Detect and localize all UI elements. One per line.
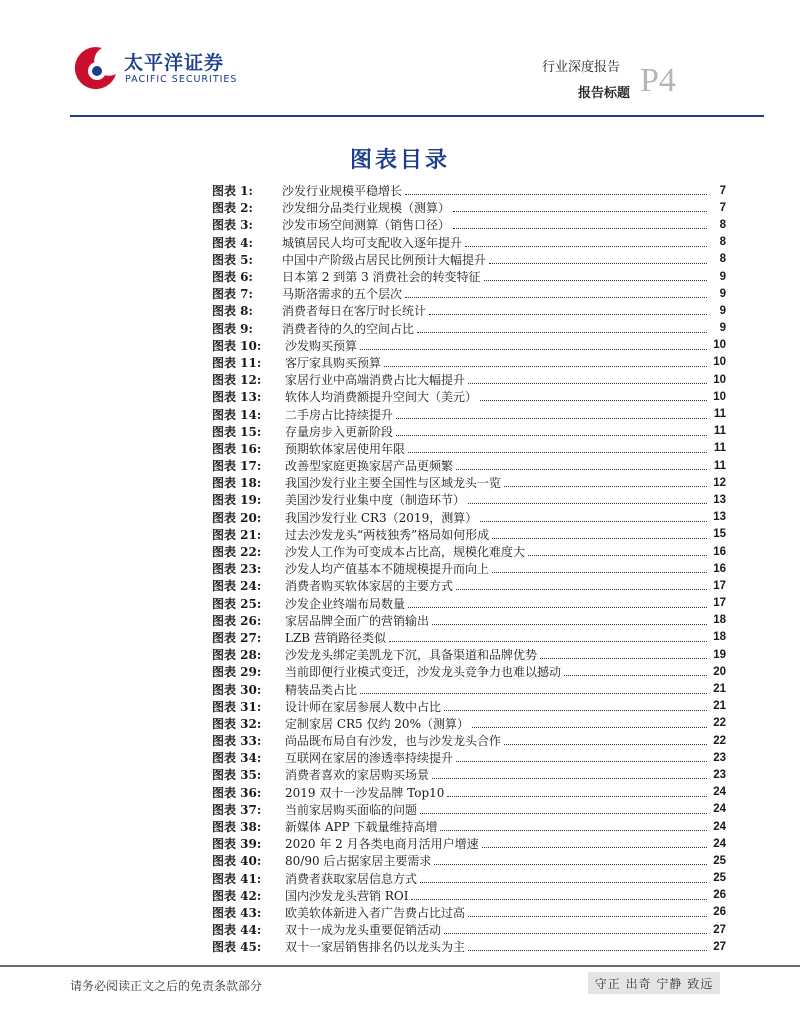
toc-dot-leader xyxy=(528,555,707,556)
toc-entry[interactable] xyxy=(212,784,726,801)
toc-entry-page: 8 xyxy=(719,253,726,266)
toc-entry-title: 沙发行业规模平稳增长 xyxy=(282,184,403,199)
toc-entry-label: 图表 29: xyxy=(212,665,262,680)
toc-entry-label: 图表 36: xyxy=(212,785,262,800)
toc-entry-page: 16 xyxy=(713,562,726,575)
toc-entry[interactable] xyxy=(212,423,726,440)
toc-entry-title: 存量房步入更新阶段 xyxy=(285,424,394,439)
toc-entry-page: 8 xyxy=(719,218,726,231)
toc-entry-page: 7 xyxy=(719,201,726,214)
toc-dot-leader xyxy=(468,950,707,951)
toc-entry-label: 图表 23: xyxy=(212,562,262,577)
toc-entry-label: 图表 14: xyxy=(212,407,262,422)
toc-entry-page: 9 xyxy=(719,304,726,317)
toc-entry-page: 9 xyxy=(719,287,726,300)
toc-entry-label: 图表 9: xyxy=(212,321,253,336)
toc-entry-label: 图表 45: xyxy=(212,940,262,955)
toc-entry-page: 15 xyxy=(713,528,726,541)
toc-entry-title: 过去沙发龙头“两枝独秀”格局如何形成 xyxy=(285,527,490,542)
toc-dot-leader xyxy=(396,418,707,419)
toc-entry[interactable] xyxy=(212,577,726,594)
toc-entry-title: 改善型家庭更换家居产品更频繁 xyxy=(285,459,454,474)
toc-dot-leader xyxy=(444,710,707,711)
toc-entry[interactable] xyxy=(212,595,726,612)
toc-entry-title: 预期软体家居使用年限 xyxy=(285,441,406,456)
toc-entry[interactable] xyxy=(212,818,726,835)
toc-entry-label: 图表 24: xyxy=(212,579,262,594)
toc-entry-title: 我国沙发行业 CR3（2019，测算） xyxy=(285,510,478,525)
toc-dot-leader xyxy=(405,297,707,298)
toc-dot-leader xyxy=(444,933,707,934)
toc-dot-leader xyxy=(564,675,707,676)
toc-entry-page: 24 xyxy=(713,837,726,850)
toc-entry-page: 25 xyxy=(713,872,726,885)
toc-entry-page: 17 xyxy=(713,597,726,610)
toc-entry-title: 消费者喜欢的家居购买场景 xyxy=(285,768,430,783)
toc-entry-page: 21 xyxy=(713,700,726,713)
disclaimer-text: 请务必阅读正文之后的免责条款部分 xyxy=(70,979,263,993)
toc-entry-label: 图表 21: xyxy=(212,527,262,542)
toc-dot-leader xyxy=(417,332,707,333)
toc-entry-page: 11 xyxy=(713,459,726,472)
toc-entry-page: 23 xyxy=(713,751,726,764)
toc-entry-page: 25 xyxy=(713,854,726,867)
toc-entry[interactable] xyxy=(212,646,726,663)
toc-dot-leader xyxy=(472,727,707,728)
toc-entry-label: 图表 3: xyxy=(212,218,253,233)
toc-entry[interactable] xyxy=(212,938,726,955)
toc-entry[interactable] xyxy=(212,216,726,233)
toc-entry[interactable] xyxy=(212,354,726,371)
toc-entry-title: 沙发购买预算 xyxy=(285,338,358,353)
toc-entry-label: 图表 32: xyxy=(212,716,262,731)
toc-entry-page: 16 xyxy=(713,545,726,558)
toc-entry-page: 9 xyxy=(719,322,726,335)
figure-toc-list xyxy=(212,182,726,955)
toc-dot-leader xyxy=(504,486,707,487)
toc-entry-page: 26 xyxy=(713,906,726,919)
toc-dot-leader xyxy=(492,538,707,539)
toc-entry-page: 12 xyxy=(713,476,726,489)
toc-entry-title: 美国沙发行业集中度（制造环节） xyxy=(285,493,466,508)
toc-entry[interactable] xyxy=(212,560,726,577)
brand-name-en: PACIFIC SECURITIES xyxy=(125,74,238,85)
toc-dot-leader xyxy=(468,383,707,384)
toc-entry-page: 11 xyxy=(713,425,726,438)
toc-entry-title: 80/90 后占据家居主要需求 xyxy=(285,854,432,869)
toc-entry-label: 图表 28: xyxy=(212,648,262,663)
toc-entry-title: 沙发细分品类行业规模（测算） xyxy=(282,201,451,216)
toc-dot-leader xyxy=(484,280,707,281)
toc-entry[interactable] xyxy=(212,904,726,921)
toc-entry-title: 国内沙发龙头营销 ROI xyxy=(285,888,409,903)
toc-entry-page: 26 xyxy=(713,889,726,902)
toc-entry-label: 图表 27: xyxy=(212,630,262,645)
toc-entry-label: 图表 13: xyxy=(212,390,262,405)
toc-dot-leader xyxy=(456,589,707,590)
toc-entry-title: 我国沙发行业主要全国性与区域龙头一览 xyxy=(285,476,502,491)
toc-entry-title: 欧美软体新进入者广告费占比过高 xyxy=(285,905,466,920)
toc-entry-page: 7 xyxy=(719,184,726,197)
toc-entry-title: 双十一成为龙头重要促销活动 xyxy=(285,923,442,938)
toc-entry-page: 13 xyxy=(713,511,726,524)
toc-dot-leader xyxy=(540,658,707,659)
toc-entry[interactable] xyxy=(212,887,726,904)
toc-entry-title: 客厅家具购买预算 xyxy=(285,355,382,370)
toc-dot-leader xyxy=(420,813,707,814)
toc-entry-label: 图表 2: xyxy=(212,201,253,216)
toc-entry-label: 图表 35: xyxy=(212,768,262,783)
toc-dot-leader xyxy=(420,882,707,883)
toc-entry-page: 24 xyxy=(713,820,726,833)
report-title: 报告标题 xyxy=(577,86,630,101)
toc-entry-title: 沙发企业终端布局数量 xyxy=(285,596,406,611)
toc-dot-leader xyxy=(432,778,707,779)
toc-dot-leader xyxy=(432,624,707,625)
toc-dot-leader xyxy=(411,899,707,900)
toc-entry-label: 图表 30: xyxy=(212,682,262,697)
toc-entry[interactable] xyxy=(212,801,726,818)
toc-entry-page: 10 xyxy=(713,390,726,403)
toc-title: 图表目录 xyxy=(349,147,450,173)
toc-entry-label: 图表 1: xyxy=(212,184,253,199)
toc-entry-label: 图表 38: xyxy=(212,820,262,835)
toc-dot-leader xyxy=(408,607,707,608)
toc-entry[interactable] xyxy=(212,835,726,852)
toc-entry-label: 图表 5: xyxy=(212,252,253,267)
toc-entry-label: 图表 18: xyxy=(212,476,262,491)
toc-entry-title: 新媒体 APP 下载量维持高增 xyxy=(285,820,438,835)
toc-entry-title: 二手房占比持续提升 xyxy=(285,407,394,422)
toc-dot-leader xyxy=(480,400,707,401)
toc-dot-leader xyxy=(453,211,707,212)
toc-entry-label: 图表 41: xyxy=(212,871,262,886)
toc-entry-title: 沙发人均产值基本不随规模提升而向上 xyxy=(285,562,490,577)
toc-entry[interactable] xyxy=(212,612,726,629)
toc-entry-title: 沙发人工作为可变成本占比高，规模化难度大 xyxy=(285,545,526,560)
toc-entry[interactable] xyxy=(212,870,726,887)
toc-dot-leader xyxy=(389,641,707,642)
toc-dot-leader xyxy=(482,847,707,848)
toc-entry-label: 图表 25: xyxy=(212,596,262,611)
toc-entry-label: 图表 33: xyxy=(212,734,262,749)
report-type: 行业深度报告 xyxy=(541,60,620,75)
pacific-logo-icon xyxy=(72,44,120,94)
toc-dot-leader xyxy=(456,469,707,470)
toc-entry-title: 消费者获取家居信息方式 xyxy=(285,871,418,886)
toc-entry-page: 27 xyxy=(713,923,726,936)
toc-entry[interactable] xyxy=(212,852,726,869)
toc-entry[interactable] xyxy=(212,234,726,251)
page-header xyxy=(0,0,800,120)
toc-entry-title: 沙发龙头绑定美凯龙下沉，具备渠道和品牌优势 xyxy=(285,648,538,663)
toc-entry-page: 18 xyxy=(713,614,726,627)
toc-entry[interactable] xyxy=(212,543,726,560)
toc-entry-title: 家居行业中高端消费占比大幅提升 xyxy=(285,373,466,388)
toc-entry[interactable] xyxy=(212,457,726,474)
toc-dot-leader xyxy=(434,864,707,865)
toc-entry-page: 27 xyxy=(713,940,726,953)
toc-entry-title: 沙发市场空间测算（销售口径） xyxy=(282,218,451,233)
toc-entry-label: 图表 7: xyxy=(212,287,253,302)
toc-dot-leader xyxy=(492,572,707,573)
toc-dot-leader xyxy=(396,435,707,436)
toc-entry-label: 图表 31: xyxy=(212,699,262,714)
toc-entry[interactable] xyxy=(212,371,726,388)
toc-entry-page: 10 xyxy=(713,339,726,352)
toc-entry[interactable] xyxy=(212,251,726,268)
toc-entry-page: 19 xyxy=(713,648,726,661)
toc-entry-label: 图表 39: xyxy=(212,837,262,852)
toc-entry-page: 24 xyxy=(713,803,726,816)
toc-entry[interactable] xyxy=(212,663,726,680)
toc-entry[interactable] xyxy=(212,680,726,697)
toc-entry-page: 22 xyxy=(713,734,726,747)
toc-entry[interactable] xyxy=(212,388,726,405)
toc-entry[interactable] xyxy=(212,285,726,302)
toc-entry-label: 图表 20: xyxy=(212,510,262,525)
toc-entry[interactable] xyxy=(212,302,726,319)
toc-entry-title: 当前即便行业模式变迁，沙发龙头竞争力也难以撼动 xyxy=(285,665,562,680)
toc-entry-label: 图表 4: xyxy=(212,235,253,250)
toc-entry-title: 消费者每日在客厅时长统计 xyxy=(282,304,427,319)
toc-entry[interactable] xyxy=(212,440,726,457)
toc-dot-leader xyxy=(504,744,707,745)
toc-entry-label: 图表 15: xyxy=(212,424,262,439)
footer-divider xyxy=(0,965,800,967)
toc-entry-title: 定制家居 CR5 仅约 20%（测算） xyxy=(285,716,469,731)
toc-entry-title: 设计师在家居参展人数中占比 xyxy=(285,699,442,714)
toc-entry-title: 当前家居购买面临的问题 xyxy=(285,802,418,817)
toc-entry-title: LZB 营销路径类似 xyxy=(285,630,386,645)
toc-entry-title: 马斯洛需求的五个层次 xyxy=(282,287,403,302)
toc-entry-page: 11 xyxy=(713,442,726,455)
toc-entry-page: 8 xyxy=(719,236,726,249)
toc-entry[interactable] xyxy=(212,474,726,491)
toc-dot-leader xyxy=(453,228,707,229)
toc-dot-leader xyxy=(447,796,707,797)
toc-entry-label: 图表 19: xyxy=(212,493,262,508)
toc-entry-title: 2019 双十一沙发品牌 Top10 xyxy=(285,785,445,800)
toc-entry-label: 图表 34: xyxy=(212,751,262,766)
toc-entry[interactable] xyxy=(212,509,726,526)
toc-entry-label: 图表 37: xyxy=(212,802,262,817)
toc-entry[interactable] xyxy=(212,766,726,783)
toc-dot-leader xyxy=(465,246,707,247)
toc-entry[interactable] xyxy=(212,921,726,938)
toc-entry[interactable] xyxy=(212,337,726,354)
toc-entry[interactable] xyxy=(212,199,726,216)
toc-entry-page: 11 xyxy=(713,408,726,421)
toc-entry[interactable] xyxy=(212,405,726,422)
toc-entry-title: 城镇居民人均可支配收入逐年提升 xyxy=(282,235,463,250)
toc-entry-label: 图表 17: xyxy=(212,459,262,474)
toc-entry-label: 图表 40: xyxy=(212,854,262,869)
toc-entry-label: 图表 10: xyxy=(212,338,262,353)
toc-entry-title: 精装品类占比 xyxy=(285,682,358,697)
toc-entry-label: 图表 8: xyxy=(212,304,253,319)
toc-entry[interactable] xyxy=(212,732,726,749)
toc-entry-page: 24 xyxy=(713,786,726,799)
toc-entry[interactable] xyxy=(212,698,726,715)
toc-entry-page: 17 xyxy=(713,579,726,592)
brand-name-cn: 太平洋证券 xyxy=(124,52,225,74)
toc-entry-label: 图表 42: xyxy=(212,888,262,903)
toc-entry-title: 2020 年 2 月各类电商月活用户增速 xyxy=(285,837,479,852)
toc-dot-leader xyxy=(408,452,707,453)
toc-entry-page: 18 xyxy=(713,631,726,644)
toc-entry[interactable] xyxy=(212,749,726,766)
toc-entry-title: 家居品牌全面广的营销输出 xyxy=(285,613,430,628)
toc-entry-page: 13 xyxy=(713,493,726,506)
toc-entry[interactable] xyxy=(212,268,726,285)
toc-entry-label: 图表 43: xyxy=(212,905,262,920)
toc-entry-page: 10 xyxy=(713,356,726,369)
toc-entry-label: 图表 44: xyxy=(212,923,262,938)
toc-entry-title: 互联网在家居的渗透率持续提升 xyxy=(285,751,454,766)
toc-entry-page: 20 xyxy=(713,665,726,678)
toc-dot-leader xyxy=(456,761,707,762)
toc-entry-page: 10 xyxy=(713,373,726,386)
toc-dot-leader xyxy=(360,693,707,694)
toc-entry-label: 图表 6: xyxy=(212,270,253,285)
toc-entry-title: 尚品既布局自有沙发，也与沙发龙头合作 xyxy=(285,734,502,749)
toc-entry-label: 图表 16: xyxy=(212,441,262,456)
toc-entry-label: 图表 26: xyxy=(212,613,262,628)
toc-entry-label: 图表 22: xyxy=(212,545,262,560)
toc-dot-leader xyxy=(405,194,707,195)
toc-entry-page: 9 xyxy=(719,270,726,283)
toc-entry-title: 消费者购买软体家居的主要方式 xyxy=(285,579,454,594)
toc-entry[interactable] xyxy=(212,491,726,508)
toc-dot-leader xyxy=(429,314,707,315)
toc-dot-leader xyxy=(480,521,707,522)
toc-dot-leader xyxy=(489,263,707,264)
toc-entry-page: 21 xyxy=(713,683,726,696)
toc-dot-leader xyxy=(384,366,707,367)
toc-entry[interactable] xyxy=(212,182,726,199)
toc-entry-title: 日本第 2 到第 3 消费社会的转变特征 xyxy=(282,270,481,285)
toc-dot-leader xyxy=(360,349,707,350)
company-motto: 守正 出奇 宁静 致远 xyxy=(588,972,720,994)
toc-entry-title: 双十一家居销售排名仍以龙头为主 xyxy=(285,940,466,955)
toc-entry[interactable] xyxy=(212,320,726,337)
toc-dot-leader xyxy=(468,503,707,504)
toc-entry-label: 图表 12: xyxy=(212,373,262,388)
toc-entry[interactable] xyxy=(212,629,726,646)
toc-entry-page: 23 xyxy=(713,768,726,781)
header-divider xyxy=(70,115,764,117)
page-number: P4 xyxy=(640,62,676,99)
toc-entry-title: 消费者待的久的空间占比 xyxy=(282,321,415,336)
toc-dot-leader xyxy=(440,830,707,831)
toc-entry-title: 软体人均消费额提升空间大（美元） xyxy=(285,390,478,405)
toc-entry[interactable] xyxy=(212,526,726,543)
toc-entry-label: 图表 11: xyxy=(212,355,262,370)
company-logo xyxy=(72,44,238,94)
toc-entry-page: 22 xyxy=(713,717,726,730)
toc-entry-title: 中国中产阶级占居民比例预计大幅提升 xyxy=(282,252,487,267)
toc-dot-leader xyxy=(468,916,707,917)
toc-entry[interactable] xyxy=(212,715,726,732)
